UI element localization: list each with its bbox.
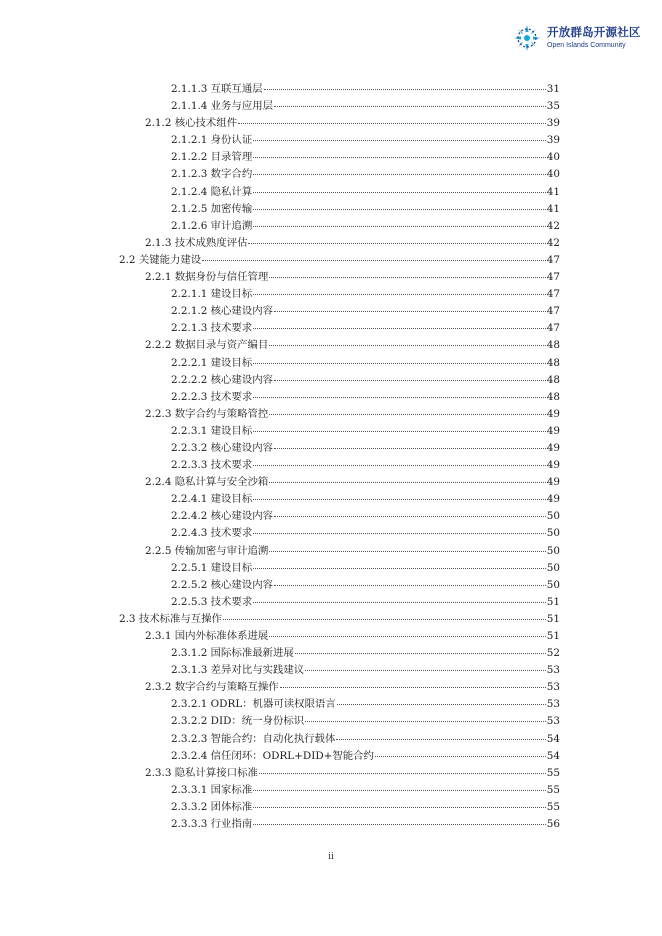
open-islands-logo-icon: [512, 23, 542, 53]
toc-entry-title: 2.3.3.2 团体标准: [171, 800, 253, 813]
toc-entry-page: 31: [546, 83, 560, 95]
toc-entry-page: 55: [546, 766, 560, 779]
toc-entry-title: 2.2.1.3 技术要求: [171, 322, 253, 335]
toc-entry-page: 47: [546, 305, 560, 318]
dot-leader: [253, 385, 546, 398]
dot-leader: [253, 812, 546, 825]
dot-leader: [253, 453, 546, 466]
toc-entry-page: 48: [546, 390, 560, 403]
toc-entry-page: 51: [546, 595, 560, 608]
toc-entry-title: 2.2.4 隐私计算与安全沙箱: [145, 476, 269, 489]
toc-entry-page: 51: [546, 630, 560, 642]
toc-entry-title: 2.2.4.1 建设目标: [171, 493, 253, 506]
dot-leader: [238, 111, 546, 124]
toc-entry-title: 2.2.5.2 核心建设内容: [171, 578, 273, 591]
toc-entry-page: 47: [546, 322, 560, 335]
toc-entry-page: 42: [546, 236, 560, 249]
toc-entry-page: 49: [546, 459, 560, 472]
dot-leader: [259, 761, 546, 774]
toc-entry-title: 2.2.3.3 技术要求: [171, 459, 253, 472]
dot-leader: [202, 248, 546, 261]
toc-entry-title: 2.1.1.3 互联互通层: [171, 83, 263, 95]
dot-leader: [253, 197, 546, 210]
toc-entry-title: 2.3.1.3 差异对比与实践建议: [171, 664, 305, 677]
toc-entry-title: 2.1.2 核心技术组件: [145, 117, 238, 130]
toc-entry-page: 50: [546, 544, 560, 557]
dot-leader: [253, 795, 546, 808]
toc-entry-title: 2.1.2.6 审计追溯: [171, 219, 253, 232]
dot-leader: [253, 180, 546, 193]
toc-entry-page: 51: [546, 612, 560, 625]
dot-leader: [274, 94, 546, 107]
dot-leader: [269, 402, 546, 415]
toc-entry-title: 2.2.2.3 技术要求: [171, 390, 253, 403]
toc-entry-title: 2.1.1.4 业务与应用层: [171, 100, 273, 113]
toc-entry-page: 47: [546, 253, 560, 266]
dot-leader: [269, 333, 546, 346]
toc-entry-title: 2.2.1 数据身份与信任管理: [145, 271, 269, 284]
dot-leader: [269, 539, 546, 552]
dot-leader: [269, 624, 546, 637]
toc-entry-page: 55: [546, 783, 560, 796]
toc-entry-title: 2.2.5 传输加密与审计追溯: [145, 544, 269, 557]
dot-leader: [253, 778, 546, 791]
toc-entry-page: 53: [546, 715, 560, 728]
toc-entry-page: 40: [546, 168, 560, 181]
dot-leader: [253, 351, 546, 364]
toc-entry-title: 2.3.2.4 信任闭环：ODRL+DID+智能合约: [171, 749, 374, 762]
dot-leader: [305, 709, 546, 722]
toc-entry-title: 2.3.1.2 国际标准最新进展: [171, 647, 294, 660]
toc-entry-page: 53: [546, 664, 560, 677]
toc-entry-title: 2.3.2.1 ODRL：机器可读权限语言: [171, 698, 336, 711]
toc-entry-title: 2.2.4.2 核心建设内容: [171, 510, 273, 523]
toc-entry-title: 2.1.3 技术成熟度评估: [145, 236, 248, 249]
logo-title: 开放群岛开源社区: [547, 25, 641, 40]
dot-leader: [253, 556, 546, 569]
dot-leader: [253, 145, 546, 158]
toc-entry-title: 2.2.2.1 建设目标: [171, 356, 253, 369]
toc-entry-title: 2.3.2 数字合约与策略互操作: [145, 681, 279, 694]
toc-entry-page: 39: [546, 117, 560, 130]
toc-entry-title: 2.2.1.1 建设目标: [171, 288, 253, 301]
dot-leader: [375, 744, 546, 757]
toc-entry-page: 49: [546, 441, 560, 454]
dot-leader: [253, 521, 546, 534]
dot-leader: [295, 641, 546, 654]
toc-entry-page: 50: [546, 527, 560, 540]
dot-leader: [337, 692, 546, 705]
toc-entry-title: 2.3.3 隐私计算接口标准: [145, 766, 258, 779]
dot-leader: [253, 162, 546, 175]
toc-entry-page: 49: [546, 493, 560, 506]
toc-entry-title: 2.1.2.1 身份认证: [171, 134, 253, 147]
toc-entry-page: 47: [546, 288, 560, 301]
dot-leader: [274, 368, 546, 381]
toc-entry[interactable]: [0, 729, 662, 746]
toc-entry-title: 2.3.3.3 行业指南: [171, 818, 253, 831]
toc-entry-title: 2.3 技术标准与互操作: [119, 612, 222, 625]
toc-entry-title: 2.2.3.1 建设目标: [171, 424, 253, 437]
toc-entry-page: 53: [546, 681, 560, 694]
logo-subtitle: Open Islands Community: [547, 41, 626, 49]
toc-entry-title: 2.2.1.2 核心建设内容: [171, 305, 273, 318]
toc-entry-page: 55: [546, 800, 560, 813]
dot-leader: [253, 487, 546, 500]
toc-entry-page: 48: [546, 339, 560, 352]
dot-leader: [269, 265, 546, 278]
toc-entry-page: 54: [546, 732, 560, 745]
toc-entry-page: 49: [546, 476, 560, 489]
toc-entry-page: 48: [546, 373, 560, 386]
toc-entry-page: 40: [546, 151, 560, 164]
dot-leader: [269, 470, 546, 483]
dot-leader: [253, 282, 546, 295]
toc-entry-title: 2.1.2.3 数字合约: [171, 168, 253, 181]
dot-leader: [253, 590, 546, 603]
dot-leader: [223, 607, 546, 620]
toc-entry-page: 39: [546, 134, 560, 147]
toc-entry-title: 2.1.2.2 目录管理: [171, 151, 253, 164]
toc-entry-title: 2.2.5.1 建设目标: [171, 561, 253, 574]
toc-entry-page: 54: [546, 749, 560, 762]
toc-entry-title: 2.3.1 国内外标准体系进展: [145, 630, 269, 642]
dot-leader: [264, 77, 546, 90]
toc-entry-title: 2.1.2.5 加密传输: [171, 202, 253, 215]
toc-entry-page: 41: [546, 185, 560, 198]
dot-leader: [274, 573, 546, 586]
dot-leader: [248, 231, 545, 244]
toc-entry-title: 2.1.2.4 隐私计算: [171, 185, 253, 198]
dot-leader: [305, 658, 546, 671]
toc-entry-title: 2.3.2.3 智能合约：自动化执行载体: [171, 732, 336, 745]
dot-leader: [274, 436, 546, 449]
toc-entry-page: 50: [546, 561, 560, 574]
dot-leader: [253, 316, 546, 329]
community-logo: [512, 20, 652, 56]
toc-entry-page: 47: [546, 271, 560, 284]
table-of-contents: [0, 79, 662, 831]
toc-entry-page: 56: [546, 818, 560, 831]
dot-leader: [280, 675, 546, 688]
toc-entry-page: 49: [546, 424, 560, 437]
toc-entry[interactable]: [0, 677, 662, 694]
toc-entry-title: 2.2 关键能力建设: [119, 253, 202, 266]
toc-entry-title: 2.3.2.2 DID：统一身份标识: [171, 715, 305, 728]
toc-entry-page: 41: [546, 202, 560, 215]
dot-leader: [253, 214, 546, 227]
toc-entry-page: 53: [546, 698, 560, 711]
toc-entry-page: 48: [546, 356, 560, 369]
toc-entry-page: 50: [546, 510, 560, 523]
toc-entry-title: 2.2.5.3 技术要求: [171, 595, 253, 608]
dot-leader: [274, 299, 546, 312]
toc-entry-page: 52: [546, 647, 560, 660]
toc-entry-title: 2.2.4.3 技术要求: [171, 527, 253, 540]
toc-entry-title: 2.2.2 数据目录与资产编目: [145, 339, 269, 352]
dot-leader: [336, 727, 545, 740]
toc-entry-page: 42: [546, 219, 560, 232]
toc-entry-page: 50: [546, 578, 560, 591]
toc-entry-title: 2.2.3.2 核心建设内容: [171, 441, 273, 454]
toc-entry-page: 49: [546, 407, 560, 420]
toc-entry[interactable]: [0, 711, 662, 728]
toc-entry-page: 35: [546, 100, 560, 113]
dot-leader: [253, 419, 546, 432]
dot-leader: [274, 504, 546, 517]
dot-leader: [253, 128, 546, 141]
toc-entry-title: 2.3.3.1 国家标准: [171, 783, 253, 796]
page-number: ii: [328, 852, 334, 862]
toc-entry[interactable]: [0, 814, 662, 831]
toc-entry-title: 2.2.3 数字合约与策略管控: [145, 407, 269, 420]
toc-entry-title: 2.2.2.2 核心建设内容: [171, 373, 273, 386]
